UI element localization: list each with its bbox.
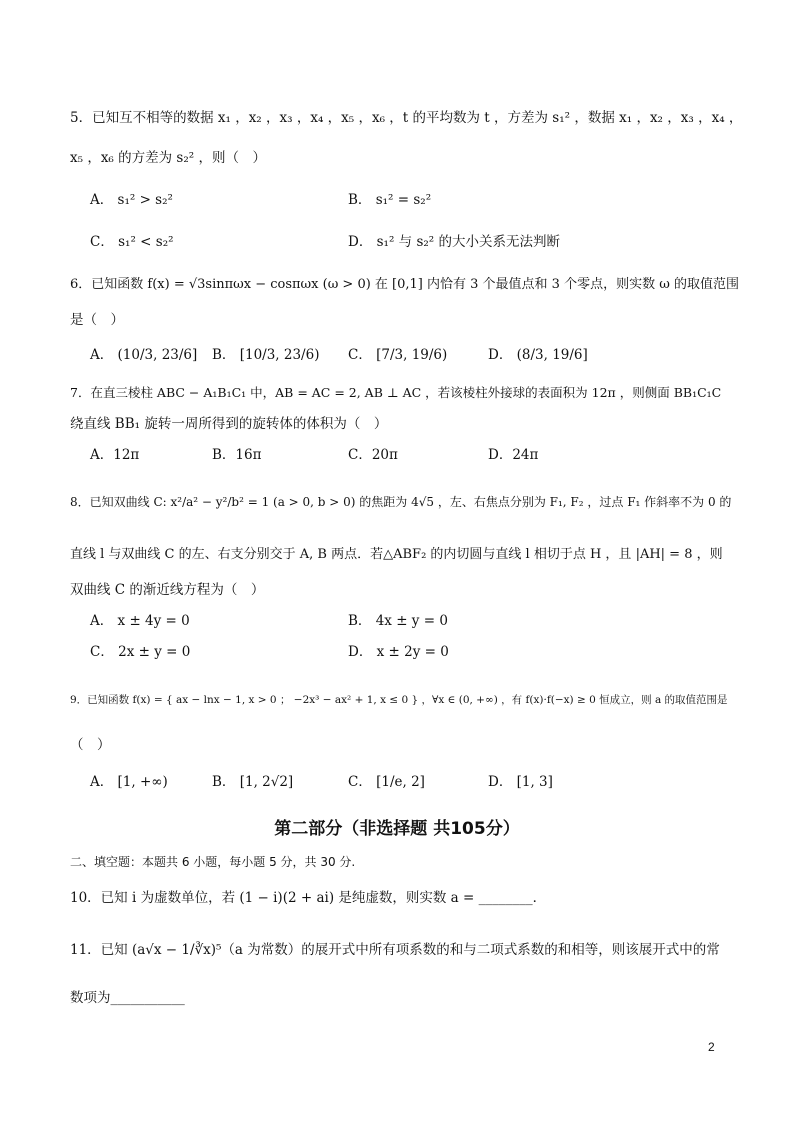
q5-option-b: B． s₁² = s₂²: [348, 192, 432, 208]
q8-option-c: C． 2x ± y = 0: [90, 644, 191, 660]
q8-line3: 双曲线 C 的渐近线方程为（ ）: [70, 582, 265, 598]
q9-option-d: D． [1, 3]: [488, 774, 553, 790]
q7-line1: 7．在直三棱柱 ABC − A₁B₁C₁ 中，AB = AC = 2, AB ⊥ AC ，若该棱柱外接球的表面积为 12π ，则侧面 BB₁C₁C: [70, 385, 722, 400]
q6-line2: 是（ ）: [70, 312, 124, 328]
q6-option-b: B． [10/3, 23/6): [212, 347, 320, 363]
q7-option-d: D．24π: [488, 447, 539, 463]
q7-option-c: C．20π: [348, 447, 398, 463]
q9-option-b: B． [1, 2√2]: [212, 774, 294, 790]
q6-option-d: D． (8/3, 19/6]: [488, 347, 588, 363]
q6-option-a: A． (10/3, 23/6]: [90, 347, 198, 363]
section-title: 第二部分（非选择题 共105分）: [274, 819, 520, 839]
q10-line1: 10．已知 i 为虚数单位，若 (1 − i)(2 + ai) 是纯虚数，则实数 a = ________．: [70, 890, 547, 906]
fill-in-header: 二、填空题：本题共 6 小题，每小题 5 分，共 30 分.: [70, 855, 356, 869]
q8-option-d: D． x ± 2y = 0: [348, 644, 449, 660]
q9-line2: （ ）: [70, 737, 111, 753]
q7-option-b: B．16π: [212, 447, 262, 463]
q5-line2: x₅ ，x₆ 的方差为 s₂² ，则（ ）: [70, 150, 266, 166]
q5-option-c: C． s₁² < s₂²: [90, 234, 174, 250]
q7-line2: 绕直线 BB₁ 旋转一周所得到的旋转体的体积为（ ）: [70, 416, 388, 432]
q6-line1: 6．已知函数 f(x) = √3sinπωx − cosπωx (ω > 0) 在 [0,1] 内恰有 3 个最值点和 3 个零点，则实数 ω 的取值范围: [70, 277, 739, 292]
q11-line1: 11．已知 (a√x − 1/∛x)⁵（a 为常数）的展开式中所有项系数的和与二项式系数的和相等，则该展开式中的常: [70, 942, 720, 958]
q9-line1: 9．已知函数 f(x) = { ax − lnx − 1, x > 0 ； −2x³ − ax² + 1, x ≤ 0 } ，∀x ∈ (0, +∞) ，有 f(x)·f(−x) ≥ 0 恒成立，则 a 的取值范围是: [70, 694, 728, 706]
q8-option-a: A． x ± 4y = 0: [90, 613, 190, 629]
q9-option-a: A． [1, +∞): [90, 774, 168, 790]
q6-option-c: C． [7/3, 19/6): [348, 347, 448, 363]
q7-option-a: A．12π: [90, 447, 140, 463]
page-number: 2: [708, 1040, 715, 1054]
q11-line2: 数项为___________: [70, 990, 185, 1006]
q9-option-c: C． [1/e, 2]: [348, 774, 425, 790]
q5-line1: 5．已知互不相等的数据 x₁ ，x₂ ，x₃ ，x₄ ，x₅ ，x₆ ，t 的平均数为 t ，方差为 s₁² ，数据 x₁ ，x₂ ，x₃ ，x₄ ，: [70, 110, 743, 126]
q8-line1: 8．已知双曲线 C: x²/a² − y²/b² = 1 (a > 0, b > 0) 的焦距为 4√5 ，左、右焦点分别为 F₁, F₂ ，过点 F₁ 作斜率不为 0 的: [70, 495, 732, 509]
q5-option-a: A． s₁² > s₂²: [90, 192, 173, 208]
q8-line2: 直线 l 与双曲线 C 的左、右支分别交于 A, B 两点．若△ABF₂ 的内切圆与直线 l 相切于点 H ，且 |AH| = 8 ，则: [70, 547, 723, 562]
q8-option-b: B． 4x ± y = 0: [348, 613, 448, 629]
q5-option-d: D． s₁² 与 s₂² 的大小关系无法判断: [348, 234, 560, 250]
